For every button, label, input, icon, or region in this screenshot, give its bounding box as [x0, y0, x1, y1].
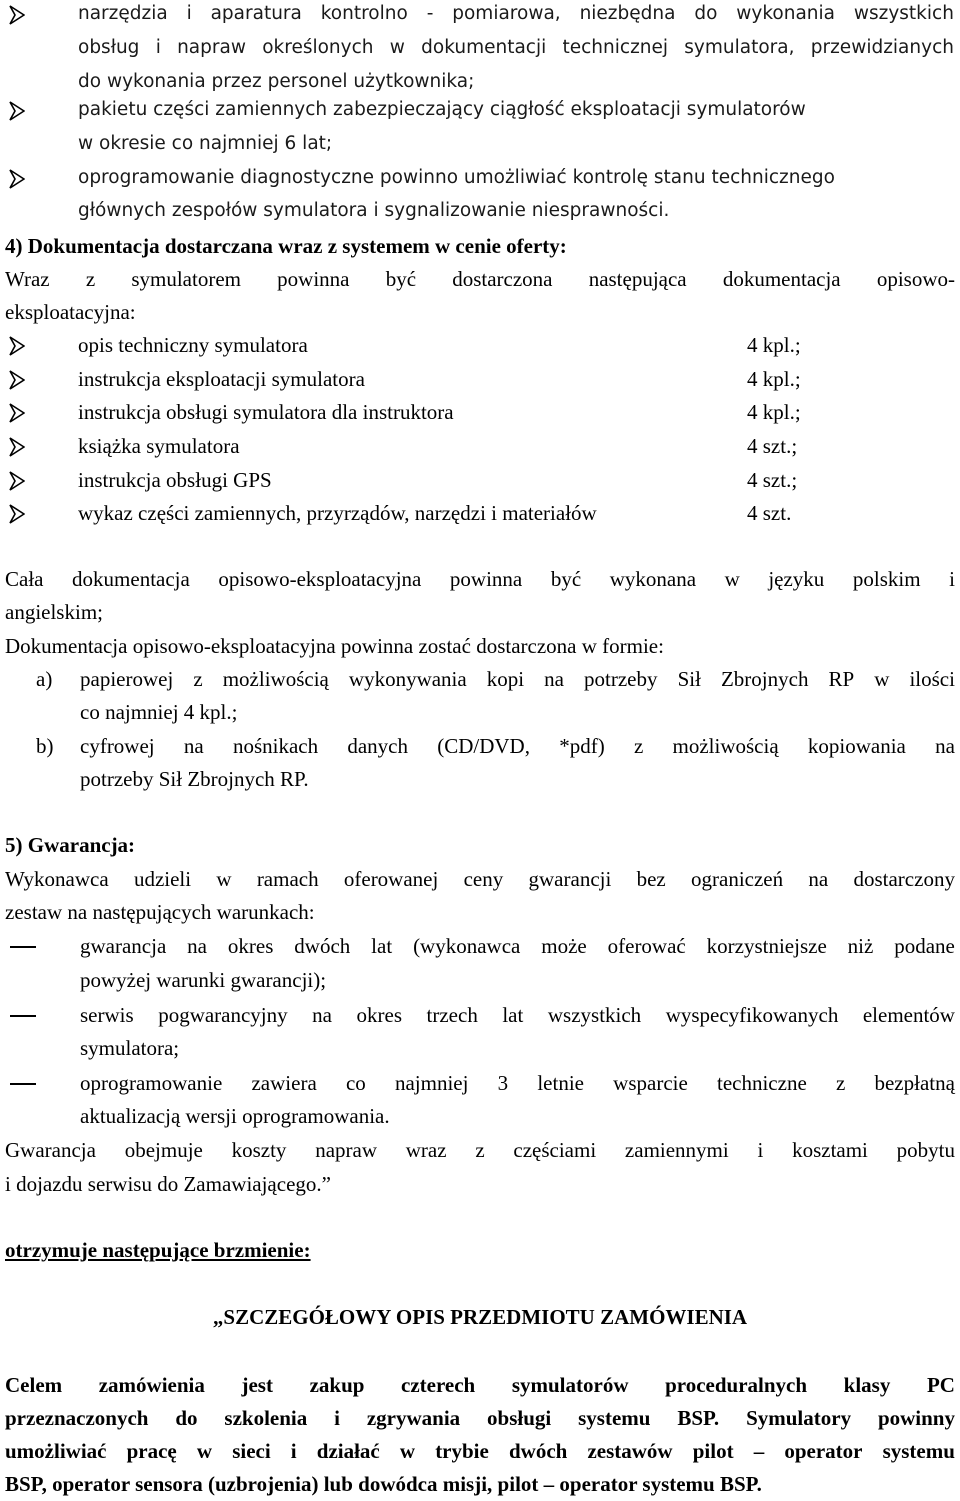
word: powinna	[277, 267, 350, 291]
word: udzieli	[133, 867, 192, 891]
doc-qty: 4 kpl.;	[747, 400, 801, 424]
word: kopi	[486, 667, 525, 691]
word: techniczne	[717, 1071, 807, 1095]
word: niż	[847, 934, 874, 958]
word: okres	[356, 1003, 403, 1027]
arrow-bullet-icon	[9, 403, 25, 423]
word: i	[757, 1138, 764, 1162]
word: ilości	[909, 667, 955, 691]
warranty-coverage-cont: i dojazdu serwisu do Zamawiającego.”	[5, 1172, 331, 1196]
word: zgrywania	[366, 1406, 461, 1430]
bullet-text: do wykonania przez personel użytkownika;	[78, 71, 475, 92]
word: częściami	[513, 1138, 597, 1162]
word: i	[186, 3, 192, 24]
word: napraw	[177, 37, 246, 58]
goal-paragraph	[5, 1373, 955, 1397]
word: *pdf)	[559, 734, 605, 758]
word: szkolenia	[224, 1406, 308, 1430]
word: możliwością	[672, 734, 779, 758]
word: do	[175, 1406, 198, 1430]
word: następująca	[588, 267, 687, 291]
section-5-intro	[5, 867, 955, 891]
word: gwarancja	[80, 934, 167, 958]
section-4-intro	[5, 267, 955, 291]
word: symulatorów	[511, 1373, 629, 1397]
word: pobytu	[896, 1138, 955, 1162]
dash-bullet-icon	[10, 946, 36, 948]
word: wykonana	[609, 567, 697, 591]
word: zestawów	[587, 1439, 673, 1463]
word: do	[694, 3, 718, 24]
language-requirement-cont: angielskim;	[5, 600, 103, 624]
word: sieci	[232, 1439, 271, 1463]
warranty-item-cont: aktualizacją wersji oprogramowania.	[80, 1104, 390, 1128]
form-a-label: a)	[36, 667, 53, 691]
word: ograniczeń	[691, 867, 784, 891]
word: kosztami	[792, 1138, 868, 1162]
word: z	[85, 267, 96, 291]
word: pracę	[126, 1439, 177, 1463]
word: symulatora,	[684, 37, 795, 58]
section-4-heading: 4) Dokumentacja dostarczana wraz z systemem w cenie oferty:	[5, 234, 567, 258]
doc-qty: 4 kpl.;	[747, 333, 801, 357]
word: papierowej	[80, 667, 174, 691]
doc-name: instrukcja eksploatacji symulatora	[78, 367, 365, 391]
word: –	[753, 1439, 765, 1463]
word: (CD/DVD,	[437, 734, 530, 758]
arrow-bullet-icon	[9, 370, 25, 390]
word: i	[155, 37, 161, 58]
doc-name: opis techniczny symulatora	[78, 333, 308, 357]
word: przewidzianych	[810, 37, 954, 58]
word: wraz	[405, 1138, 447, 1162]
word: dokumentacja	[72, 567, 190, 591]
word: okres	[227, 934, 274, 958]
word: określonych	[262, 37, 374, 58]
word: wykonywania	[348, 667, 467, 691]
warranty-item	[80, 934, 955, 958]
word: i	[949, 567, 955, 591]
word: Celem	[5, 1373, 63, 1397]
arrow-bullet-icon	[9, 5, 25, 25]
word: Sił	[677, 667, 701, 691]
word: potrzeby	[584, 667, 658, 691]
word: Wykonawca	[5, 867, 109, 891]
word: systemu	[882, 1439, 955, 1463]
word: dostarczona	[452, 267, 553, 291]
doc-qty: 4 szt.	[747, 501, 792, 525]
bullet-text: w okresie co najmniej 6 lat;	[78, 133, 333, 154]
word: języku	[768, 567, 825, 591]
form-b-text	[80, 734, 955, 758]
word: operator	[784, 1439, 863, 1463]
word: i	[290, 1439, 297, 1463]
word: obsługi	[487, 1406, 552, 1430]
goal-paragraph	[5, 1406, 955, 1430]
word: z	[193, 667, 203, 691]
warranty-item	[80, 1071, 955, 1095]
word: Cała	[5, 567, 44, 591]
doc-name: instrukcja obsługi GPS	[78, 468, 272, 492]
word: wsparcie	[613, 1071, 688, 1095]
word: (wykonawca	[413, 934, 521, 958]
section-5-intro-cont: zestaw na następujących warunkach:	[5, 900, 315, 924]
word: koszty	[231, 1138, 287, 1162]
word: zamówienia	[98, 1373, 205, 1397]
word: -	[426, 3, 434, 24]
bullet-text: pakietu części zamiennych zabezpieczający ciągłość eksploatacji symulatorów	[78, 99, 806, 120]
word: powinna	[449, 567, 523, 591]
word: PC	[926, 1373, 955, 1397]
word: w	[389, 37, 405, 58]
delivery-form-intro: Dokumentacja opisowo-eksploatacyjna powinna zostać dostarczona w formie:	[5, 634, 664, 658]
word: BSP.	[677, 1406, 720, 1430]
word: cyfrowej	[80, 734, 155, 758]
word: być	[385, 267, 417, 291]
word: ceny	[463, 867, 504, 891]
word: najmniej	[394, 1071, 469, 1095]
section-4-intro-cont: eksploatacyjna:	[5, 300, 136, 324]
word: pilot	[692, 1439, 734, 1463]
word: być	[550, 567, 582, 591]
word: w	[724, 567, 740, 591]
word: niezbędna	[579, 3, 676, 24]
word: na	[183, 734, 204, 758]
word: wykonania	[736, 3, 835, 24]
word: Gwarancja	[5, 1138, 96, 1162]
word: na	[808, 867, 829, 891]
doc-name: książka symulatora	[78, 434, 240, 458]
doc-qty: 4 szt.;	[747, 434, 798, 458]
goal-paragraph	[5, 1439, 955, 1463]
word: pogwarancyjny	[158, 1003, 288, 1027]
word: umożliwiać	[5, 1439, 107, 1463]
word: wyspecyfikowanych	[665, 1003, 839, 1027]
dash-bullet-icon	[10, 1083, 36, 1085]
word: ramach	[256, 867, 319, 891]
word: w	[196, 1439, 213, 1463]
word: powinny	[877, 1406, 955, 1430]
arrow-bullet-icon	[9, 336, 25, 356]
word: wszystkich	[547, 1003, 642, 1027]
warranty-item-cont: symulatora;	[80, 1036, 180, 1060]
word: elementów	[862, 1003, 955, 1027]
word: podane	[894, 934, 955, 958]
word: lat	[371, 934, 393, 958]
word: bezpłatną	[874, 1071, 955, 1095]
word: nośnikach	[232, 734, 319, 758]
word: w	[216, 867, 232, 891]
word: na	[312, 1003, 332, 1027]
word: polskim	[852, 567, 921, 591]
word: czterech	[401, 1373, 476, 1397]
word: systemu	[578, 1406, 651, 1430]
word: technicznej	[562, 37, 669, 58]
bullet-text	[78, 2, 954, 26]
form-a-text	[80, 667, 955, 691]
word: aparatura	[210, 3, 302, 24]
word: letnie	[537, 1071, 584, 1095]
language-requirement	[5, 567, 955, 591]
word: oprogramowanie	[80, 1071, 223, 1095]
word: trzech	[426, 1003, 478, 1027]
word: oferowanej	[343, 867, 439, 891]
word: zakup	[309, 1373, 365, 1397]
word: dokumentacja	[722, 267, 841, 291]
word: Wraz	[5, 267, 50, 291]
word: możliwością	[222, 667, 329, 691]
word: Symulatory	[746, 1406, 852, 1430]
word: na	[187, 934, 207, 958]
word: gwarancji	[528, 867, 612, 891]
word: dwóch	[294, 934, 351, 958]
word: korzystniejsze	[706, 934, 827, 958]
word: lat	[502, 1003, 524, 1027]
warranty-coverage	[5, 1138, 955, 1162]
word: z	[835, 1071, 846, 1095]
form-a-text-cont: co najmniej 4 kpl.;	[80, 700, 238, 724]
word: i	[334, 1406, 340, 1430]
doc-qty: 4 kpl.;	[747, 367, 801, 391]
arrow-bullet-icon	[9, 169, 25, 189]
word: z	[475, 1138, 485, 1162]
word: Zbrojnych	[720, 667, 809, 691]
word: zawiera	[251, 1071, 317, 1095]
word: dokumentacji	[421, 37, 547, 58]
dash-bullet-icon	[10, 1015, 36, 1017]
warranty-item-cont: powyżej warunki gwarancji);	[80, 968, 327, 992]
word: oferować	[607, 934, 686, 958]
doc-qty: 4 szt.;	[747, 468, 798, 492]
form-b-label: b)	[36, 734, 54, 758]
document-title: „SZCZEGÓŁOWY OPIS PRZEDMIOTU ZAMÓWIENIA	[212, 1305, 748, 1329]
word: w	[399, 1439, 416, 1463]
word: przeznaczonych	[5, 1406, 149, 1430]
word: trybie	[435, 1439, 489, 1463]
word: może	[541, 934, 587, 958]
word: na	[544, 667, 564, 691]
word: pomiarowa,	[452, 3, 561, 24]
goal-paragraph: BSP, operator sensora (uzbrojenia) lub dowódca misji, pilot – operator systemu BSP.	[5, 1472, 762, 1496]
arrow-bullet-icon	[9, 471, 25, 491]
warranty-item	[80, 1003, 955, 1027]
bullet-text: oprogramowanie diagnostyczne powinno umożliwiać kontrolę stanu technicznego	[78, 167, 835, 188]
word: obsług	[78, 37, 140, 58]
doc-name: instrukcja obsługi symulatora dla instruktora	[78, 400, 454, 424]
word: zamiennymi	[624, 1138, 729, 1162]
word: działać	[316, 1439, 380, 1463]
word: serwis	[80, 1003, 134, 1027]
arrow-bullet-icon	[9, 101, 25, 121]
form-b-text-cont: potrzeby Sił Zbrojnych RP.	[80, 767, 309, 791]
word: kontrolno	[320, 3, 408, 24]
word: 3	[497, 1071, 509, 1095]
bullet-text	[78, 36, 954, 60]
word: napraw	[315, 1138, 377, 1162]
arrow-bullet-icon	[9, 437, 25, 457]
word: jest	[241, 1373, 273, 1397]
word: proceduralnych	[665, 1373, 808, 1397]
word: wszystkich	[853, 3, 954, 24]
word: kopiowania	[807, 734, 906, 758]
word: dwóch	[508, 1439, 568, 1463]
word: danych	[347, 734, 408, 758]
word: opisowo-eksploatacyjna	[218, 567, 422, 591]
word: klasy	[843, 1373, 891, 1397]
section-5-heading: 5) Gwarancja:	[5, 833, 136, 857]
word: narzędzia	[78, 3, 168, 24]
word: RP	[828, 667, 855, 691]
amendment-label: otrzymuje następujące brzmienie:	[5, 1238, 311, 1262]
word: symulatorem	[131, 267, 241, 291]
word: opisowo-	[876, 267, 955, 291]
word: w	[874, 667, 890, 691]
word: z	[633, 734, 644, 758]
word: dostarczony	[853, 867, 955, 891]
word: na	[935, 734, 955, 758]
word: bez	[636, 867, 666, 891]
bullet-text: głównych zespołów symulatora i sygnalizowanie niesprawności.	[78, 200, 670, 221]
word: co	[345, 1071, 366, 1095]
doc-name: wykaz części zamiennych, przyrządów, narzędzi i materiałów	[78, 501, 597, 525]
word: obejmuje	[124, 1138, 203, 1162]
arrow-bullet-icon	[9, 504, 25, 524]
